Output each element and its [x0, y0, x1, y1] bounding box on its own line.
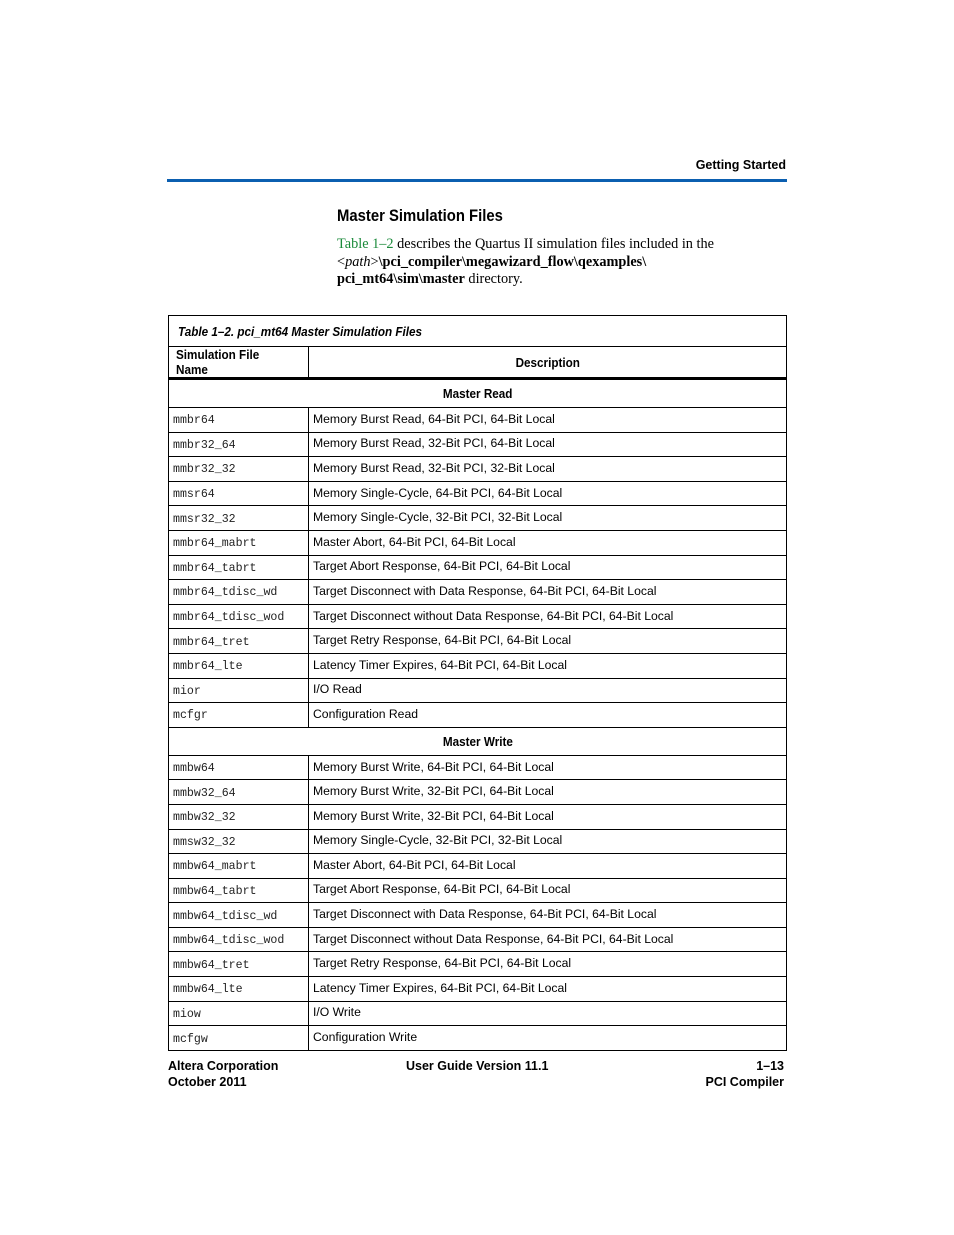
description-cell: Target Disconnect without Data Response, 64-Bit PCI, 64-Bit Local — [309, 927, 787, 952]
file-name-cell: mmbw64_mabrt — [169, 854, 309, 879]
path-variable: path — [345, 253, 371, 270]
file-name-cell: mmsw32_32 — [169, 829, 309, 854]
description-cell: Target Retry Response, 64-Bit PCI, 64-Bit Local — [309, 629, 787, 654]
description-cell: Configuration Read — [309, 703, 787, 728]
description-cell: Target Abort Response, 64-Bit PCI, 64-Bit Local — [309, 878, 787, 903]
file-name-cell: mmbr32_32 — [169, 457, 309, 482]
description-cell: Latency Timer Expires, 64-Bit PCI, 64-Bit Local — [309, 653, 787, 678]
description-cell: I/O Write — [309, 1001, 787, 1026]
file-name-cell: mmbw64_tdisc_wod — [169, 927, 309, 952]
file-name-cell: mmsr64 — [169, 481, 309, 506]
table-caption: Table 1–2. pci_mt64 Master Simulation Files — [169, 316, 787, 347]
description-cell: Master Abort, 64-Bit PCI, 64-Bit Local — [309, 530, 787, 555]
table-row — [169, 678, 787, 703]
description-cell: Master Abort, 64-Bit PCI, 64-Bit Local — [309, 854, 787, 879]
file-name-cell: mcfgw — [169, 1026, 309, 1051]
intro-text: describes the Quartus II simulation files included in the — [393, 236, 714, 252]
description-cell: Latency Timer Expires, 64-Bit PCI, 64-Bit Local — [309, 977, 787, 1002]
table-row — [169, 580, 787, 605]
footer-right — [600, 1059, 784, 1090]
intro-text-end: directory. — [464, 271, 523, 288]
file-name-cell: mmbr64_tdisc_wd — [169, 580, 309, 605]
file-name-cell: mmbr64_tabrt — [169, 555, 309, 580]
path-close: > — [370, 253, 379, 270]
description-cell: Configuration Write — [309, 1026, 787, 1051]
footer-page-number: 1–13 — [756, 1059, 784, 1073]
table-row — [169, 457, 787, 482]
description-cell: Target Disconnect with Data Response, 64-Bit PCI, 64-Bit Local — [309, 903, 787, 928]
file-name-cell: mmbw64_tdisc_wd — [169, 903, 309, 928]
column-header-file-name: Simulation File Name — [169, 347, 309, 379]
table-row — [169, 629, 787, 654]
file-name-cell: mmbr64_tdisc_wod — [169, 604, 309, 629]
description-cell: Memory Single-Cycle, 32-Bit PCI, 32-Bit Local — [309, 506, 787, 531]
table-row — [169, 432, 787, 457]
table-row — [169, 829, 787, 854]
description-cell: Memory Burst Write, 32-Bit PCI, 64-Bit Local — [309, 804, 787, 829]
description-cell: I/O Read — [309, 678, 787, 703]
description-cell: Target Retry Response, 64-Bit PCI, 64-Bit Local — [309, 952, 787, 977]
file-name-cell: mmsr32_32 — [169, 506, 309, 531]
description-cell: Target Disconnect without Data Response, 64-Bit PCI, 64-Bit Local — [309, 604, 787, 629]
table-row — [169, 927, 787, 952]
file-name-cell: mmbr64_tret — [169, 629, 309, 654]
file-name-cell: mcfgr — [169, 703, 309, 728]
table-row — [169, 604, 787, 629]
description-cell: Memory Single-Cycle, 64-Bit PCI, 64-Bit Local — [309, 481, 787, 506]
description-cell: Memory Burst Write, 64-Bit PCI, 64-Bit Local — [309, 755, 787, 780]
file-name-cell: mmbw64 — [169, 755, 309, 780]
table-row — [169, 952, 787, 977]
description-cell: Memory Burst Read, 32-Bit PCI, 32-Bit Local — [309, 457, 787, 482]
footer-product: PCI Compiler — [705, 1074, 784, 1089]
table-row — [169, 530, 787, 555]
table-row — [169, 755, 787, 780]
file-name-cell: mmbw64_lte — [169, 977, 309, 1002]
running-head: Getting Started — [695, 158, 786, 172]
footer-left — [168, 1059, 278, 1090]
description-cell: Target Abort Response, 64-Bit PCI, 64-Bit Local — [309, 555, 787, 580]
column-header-description: Description — [309, 347, 787, 379]
footer-date: October 2011 — [168, 1074, 247, 1089]
table-row — [169, 555, 787, 580]
file-name-cell: mmbw64_tret — [169, 952, 309, 977]
simulation-files-table — [168, 315, 787, 1051]
table-row — [169, 780, 787, 805]
path-open: < — [337, 253, 346, 270]
footer-company: Altera Corporation — [168, 1059, 279, 1073]
section-title: Master Simulation Files — [337, 207, 503, 225]
table-cross-reference-link[interactable]: Table 1–2 — [337, 236, 394, 252]
file-name-cell: miow — [169, 1001, 309, 1026]
table-row — [169, 653, 787, 678]
file-name-cell: mmbr64_mabrt — [169, 530, 309, 555]
description-cell: Memory Burst Read, 32-Bit PCI, 64-Bit Local — [309, 432, 787, 457]
table-row — [169, 506, 787, 531]
header-rule — [167, 179, 787, 182]
directory-path: \pci_compiler\megawizard_flow\qexamples\ pci_mt64\sim\master — [337, 253, 647, 288]
table-row — [169, 481, 787, 506]
file-name-cell: mmbw64_tabrt — [169, 878, 309, 903]
table-row — [169, 854, 787, 879]
table-row — [169, 903, 787, 928]
table-row — [169, 1001, 787, 1026]
table-row — [169, 878, 787, 903]
file-name-cell: mmbw32_64 — [169, 780, 309, 805]
description-cell: Memory Burst Write, 32-Bit PCI, 64-Bit Local — [309, 780, 787, 805]
intro-paragraph — [337, 236, 767, 289]
file-name-cell: mmbr64 — [169, 408, 309, 433]
description-cell: Memory Burst Read, 64-Bit PCI, 64-Bit Local — [309, 408, 787, 433]
table-row — [169, 1026, 787, 1051]
description-cell: Memory Single-Cycle, 32-Bit PCI, 32-Bit Local — [309, 829, 787, 854]
file-name-cell: mior — [169, 678, 309, 703]
file-name-cell: mmbw32_32 — [169, 804, 309, 829]
footer-version: User Guide Version 11.1 — [406, 1059, 549, 1073]
file-name-cell: mmbr64_lte — [169, 653, 309, 678]
group-header: Master Write — [169, 727, 787, 755]
description-cell: Target Disconnect with Data Response, 64-Bit PCI, 64-Bit Local — [309, 580, 787, 605]
table-row — [169, 703, 787, 728]
table-row — [169, 408, 787, 433]
file-name-cell: mmbr32_64 — [169, 432, 309, 457]
group-header: Master Read — [169, 379, 787, 408]
table-row — [169, 977, 787, 1002]
table-row — [169, 804, 787, 829]
